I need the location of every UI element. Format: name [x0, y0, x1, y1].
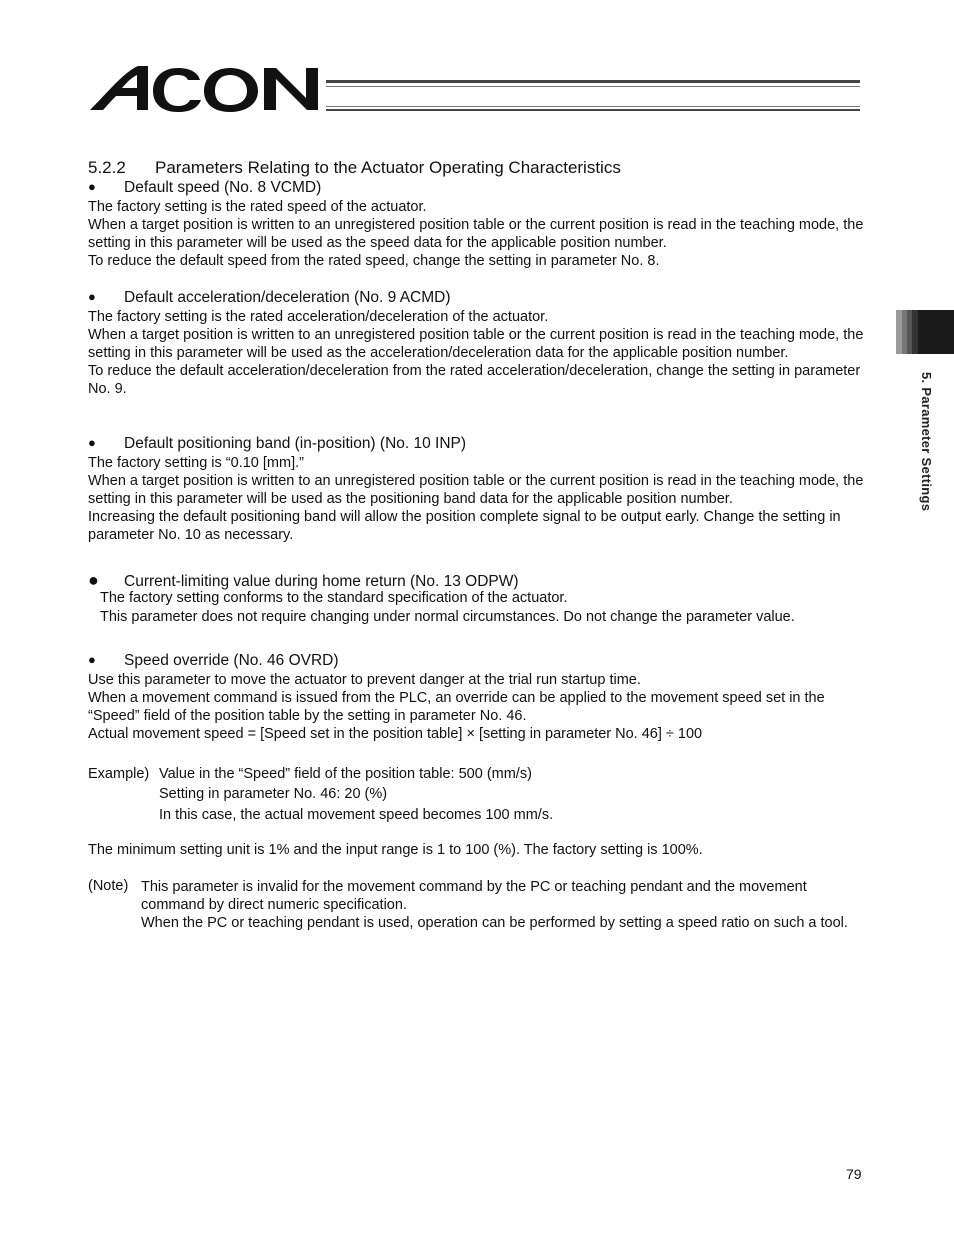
item-heading: ● Current-limiting value during home return (No. 13 ODPW)	[88, 570, 519, 590]
section-heading	[88, 158, 621, 178]
example-label: Example)	[88, 766, 150, 782]
header-rule	[326, 86, 860, 87]
page-number: 79	[846, 1166, 862, 1182]
min-setting-text: The minimum setting unit is 1% and the input range is 1 to 100 (%). The factory setting is 100%.	[88, 842, 703, 858]
chapter-tab-label: 5. Parameter Settings	[919, 372, 934, 512]
bullet-icon: ●	[88, 179, 96, 194]
header-rule	[326, 106, 860, 107]
bullet-icon: ●	[88, 652, 96, 667]
item-body: The factory setting is the rated speed of the actuator. When a target position is written to an unregistered position table or the current position is read in the teaching mode, the setting in this parameter will be used as the speed data for the applicable position number. To reduce the default speed from the rated speed, change the setting in parameter No. 8.	[88, 199, 864, 269]
acon-logo	[88, 62, 324, 114]
header-rule	[326, 80, 860, 83]
item-heading: ● Speed override (No. 46 OVRD)	[88, 652, 339, 669]
note-label: (Note)	[88, 878, 129, 894]
item-body: The factory setting conforms to the standard specification of the actuator. This parameter does not require changing under normal circumstances. Do not change the parameter value.	[100, 590, 795, 625]
section-title: Parameters Relating to the Actuator Operating Characteristics	[155, 158, 621, 177]
chapter-tab-block	[918, 310, 954, 354]
example-line: In this case, the actual movement speed becomes 100 mm/s.	[159, 807, 554, 823]
item-heading: ● Default speed (No. 8 VCMD)	[88, 179, 322, 196]
header-rule	[326, 109, 860, 111]
item-body: Use this parameter to move the actuator to prevent danger at the trial run startup time. When a movement command is issued from the PLC, an override can be applied to the movement speed set in the “Speed” field of the position table by the setting in parameter No. 46. Actual movement speed = [Speed set in the position table] × [setting in parameter No. 46] ÷ 100	[88, 672, 825, 742]
item-body: The factory setting is the rated acceleration/deceleration of the actuator. When a target position is written to an unregistered position table or the current position is read in the teaching mode, the setting in this parameter will be used as the acceleration/deceleration data for the applicable position number. To reduce the default acceleration/deceleration from the rated acceleration/deceleration, change the setting in parameter No. 9.	[88, 309, 864, 397]
bullet-icon: ●	[88, 289, 96, 304]
note-body: This parameter is invalid for the movement command by the PC or teaching pendant and the movement command by direct numeric specification. When the PC or teaching pendant is used, operation can be performed by setting a speed ratio on such a tool.	[141, 879, 848, 931]
item-body: The factory setting is “0.10 [mm].” When a target position is written to an unregistered position table or the current position is read in the teaching mode, the setting in this parameter will be used as the positioning band data for the applicable position number. Increasing the default positioning band will allow the position complete signal to be output early. Change the setting in parameter No. 10 as necessary.	[88, 455, 864, 543]
chapter-tab-gradient	[896, 310, 918, 354]
item-heading: ● Default acceleration/deceleration (No. 9 ACMD)	[88, 289, 451, 306]
example-line: Value in the “Speed” field of the position table: 500 (mm/s)	[159, 766, 532, 782]
bullet-icon: ●	[88, 435, 96, 450]
section-number: 5.2.2	[88, 158, 126, 177]
example-line: Setting in parameter No. 46: 20 (%)	[159, 786, 388, 802]
item-heading: ● Default positioning band (in-position) (No. 10 INP)	[88, 435, 467, 452]
bullet-icon: ●	[88, 570, 99, 590]
